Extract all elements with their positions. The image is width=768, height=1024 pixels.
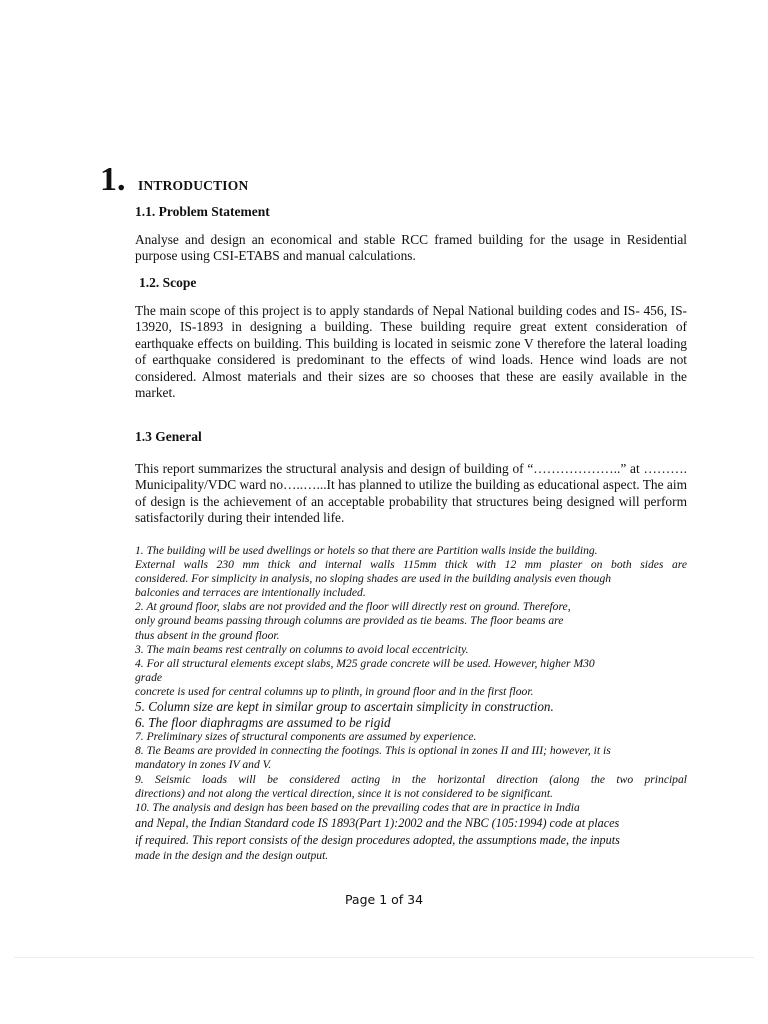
assumption-line: thus absent in the ground floor. xyxy=(135,628,280,642)
assumption-line: 9. Seismic loads will be considered acting in the horizontal direction (along the two principal xyxy=(135,772,687,786)
assumption-line: made in the design and the design output. xyxy=(135,848,329,862)
assumption-line: if required. This report consists of the design procedures adopted, the assumptions made, the inputs xyxy=(135,832,620,847)
general-heading: 1.3 General xyxy=(135,429,202,444)
scope-heading: 1.2. Scope xyxy=(139,275,197,290)
chapter-heading xyxy=(100,160,248,200)
assumption-line: 3. The main beams rest centrally on columns to avoid local eccentricity. xyxy=(135,642,469,656)
assumption-line: External walls 230 mm thick and internal walls 115mm thick with 12 mm plaster on both sides are xyxy=(135,558,687,572)
page-divider xyxy=(14,957,754,958)
assumption-line: 7. Preliminary sizes of structural components are assumed by experience. xyxy=(135,730,477,744)
general-text: This report summarizes the structural analysis and design of building of “………………..” at ………. Municipality/VDC ward no…..…...It has planned to utilize the building as educational aspect. The aim of design is the achievement of an acceptable probability that structures being designed will perform satisfactorily during their intended life. xyxy=(135,461,687,526)
assumption-line: considered. For simplicity in analysis, no sloping shades are used in the building analysis even though xyxy=(135,572,612,586)
assumption-line: 4. For all structural elements except slabs, M25 grade concrete will be used. However, higher M30 xyxy=(135,656,595,670)
chapter-title: INTRODUCTION xyxy=(138,178,249,193)
assumptions-list xyxy=(135,544,687,863)
page-number-footer: Page 1 of 34 xyxy=(344,892,424,907)
assumption-line: grade xyxy=(135,670,163,684)
assumption-line: 5. Column size are kept in similar group to ascertain simplicity in construction. xyxy=(135,699,554,715)
assumption-line: balconies and terraces are intentionally included. xyxy=(135,586,366,600)
assumption-line: only ground beams passing through columns are provided as tie beams. The floor beams are xyxy=(135,614,564,628)
assumption-line: 8. Tie Beams are provided in connecting the footings. This is optional in zones II and III; however, it is xyxy=(135,744,611,758)
assumption-line: 1. The building will be used dwellings or hotels so that there are Partition walls inside the building. xyxy=(135,544,598,557)
problem-statement-heading: 1.1. Problem Statement xyxy=(135,204,270,219)
assumption-line: directions) and not along the vertical direction, since it is not considered to be significant. xyxy=(135,786,553,800)
assumption-line: 6. The floor diaphragms are assumed to be rigid xyxy=(135,714,391,730)
chapter-number: 1. xyxy=(100,161,126,198)
assumption-line: and Nepal, the Indian Standard code IS 1893(Part 1):2002 and the NBC (105:1994) code at places xyxy=(135,815,620,830)
assumption-line: 10. The analysis and design has been based on the prevailing codes that are in practice in India xyxy=(135,800,580,814)
scope-text: The main scope of this project is to apply standards of Nepal National building codes and IS- 456, IS-13920, IS-1893 in designing a building. These building require great extent consideration of earthquake effects on building. This building is located in seismic zone V therefore the lateral loading of earthquake considered is predominant to the effects of wind loads. Hence wind loads are not considered. Almost materials and their sizes are so chooses that these are easily available in the market. xyxy=(135,303,687,401)
assumption-line: concrete is used for central columns up to plinth, in ground floor and in the first floor. xyxy=(135,684,534,698)
assumption-line: 2. At ground floor, slabs are not provided and the floor will directly rest on ground. Therefore, xyxy=(135,600,571,614)
problem-statement-text: Analyse and design an economical and stable RCC framed building for the usage in Residential purpose using CSI-ETABS and manual calculations. xyxy=(135,232,687,264)
assumption-line: mandatory in zones IV and V. xyxy=(135,758,272,772)
